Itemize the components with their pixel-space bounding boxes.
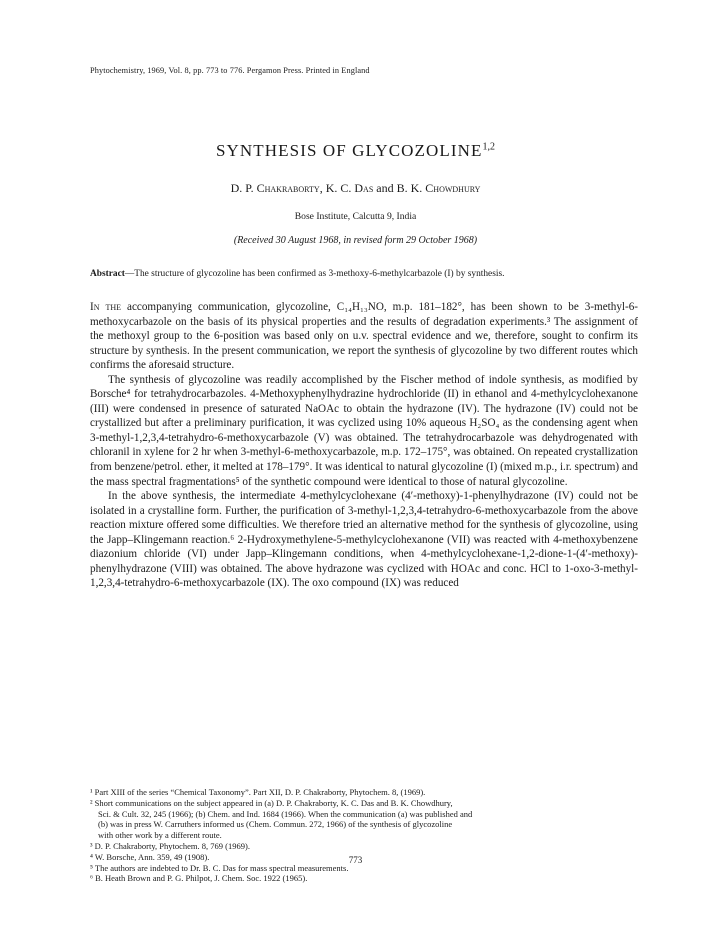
- author-2-surname: Das: [354, 181, 374, 195]
- footnote-3: ³ D. P. Chakraborty, Phytochem. 8, 769 (1969).: [90, 840, 250, 851]
- abstract-text: —The structure of glycozoline has been confirmed as 3-methoxy-6-methylcarbazole (I) by synthesis.: [124, 269, 505, 279]
- footnote-1: ¹ Part XIII of the series “Chemical Taxonomy”. Part XII, D. P. Chakraborty, Phytochem. 8, (1969).: [90, 787, 426, 797]
- abstract: [90, 269, 640, 279]
- footnote-4: ⁴ W. Borsche, Ann. 359, 49 (1908).: [90, 851, 210, 862]
- title-footnote-ref: 1,2: [482, 141, 495, 153]
- paragraph-lead: In the: [90, 301, 122, 313]
- title-text: SYNTHESIS OF GLYCOZOLINE: [216, 141, 483, 160]
- footnote-2: ² Short communications on the subject appeared in (a) D. P. Chakraborty, K. C. Das and B. K. Chowdhury,: [90, 797, 453, 808]
- paragraph-text: accompanying communication, glycozoline, C₁₄H₁₃NO, m.p. 181–182°, has been shown to be 3-methyl-6-methoxycarbazole on the basis of its physical properties and the results of degradation experiments.³ The assignment of the methoxyl group to the 6-position was based only on u.v. spectral evidence and we, therefore, sought to confirm its structure by synthesis. In the present communication, we report the synthesis of glycozoline by two different routes which confirms the aforesaid structure.: [90, 301, 638, 372]
- paragraph-1: [90, 300, 638, 373]
- journal-header: Phytochemistry, 1969, Vol. 8, pp. 773 to 776. Pergamon Press. Printed in England: [90, 66, 370, 75]
- footnote-5: ⁵ The authors are indebted to Dr. B. C. Das for mass spectral measurements.: [90, 862, 349, 873]
- author-separator: , K. C.: [319, 181, 355, 195]
- footnotes: [90, 787, 638, 884]
- author-1-initials: D. P.: [230, 181, 257, 195]
- paper-title: [0, 141, 711, 161]
- footnote-2-continued: with other work by a different route.: [98, 830, 222, 841]
- author-3-surname: Chowdhury: [425, 181, 481, 195]
- received-dates: (Received 30 August 1968, in revised form 29 October 1968): [233, 235, 478, 246]
- author-1-surname: Chakraborty: [256, 181, 320, 195]
- abstract-label: Abstract: [90, 269, 125, 279]
- page-number: 773: [348, 855, 363, 865]
- paragraph-2: The synthesis of glycozoline was readily accomplished by the Fischer method of indole synthesis, as modified by Borsche⁴ for tetrahydrocarbazoles. 4-Methoxyphenylhydrazine hydrochloride (II) in ethanol and 4-methylcyclohexanone (III) were condensed in presence of saturated NaOAc to obtain the hydrazone (IV). The hydrazone (IV) could not be crystallized but after a preliminary purification, it was cyclized using 10% aqueous H₂SO₄ as the condensing agent when 3-methyl-1,2,3,4-tetrahydro-6-methoxycarbazole (V) was obtained. The tetrahydrocarbazole was dehydrogenated with chloranil in xylene for 2 hr when 3-methyl-6-methoxycarbazole, m.p. 172–175°, was obtained. On repeated crystallization from benzene/petrol. ether, it melted at 178–179°. It was identical to natural glycozoline (I) (mixed m.p., i.r. spectrum) and the mass spectral fragmentations⁵ of the synthetic compound were identical to those of natural glycozoline.: [90, 373, 638, 488]
- footnote-6: ⁶ B. Heath Brown and P. G. Philpot, J. Chem. Soc. 1922 (1965).: [90, 873, 308, 884]
- footnote-2-continued: Sci. & Cult. 32, 245 (1966); (b) Chem. and Ind. 1684 (1966). When the communication (a) was published and: [98, 808, 473, 819]
- author-separator: and B. K.: [373, 181, 426, 195]
- body-text: [90, 300, 638, 591]
- author-list: [0, 181, 711, 196]
- paragraph-3: In the above synthesis, the intermediate 4-methylcyclohexane (4′-methoxy)-1-phenylhydrazone (IV) could not be isolated in a crystalline form. Further, the purification of 3-methyl-1,2,3,4-tetrahydro-6-methoxycarbazole from the above reaction mixture offered some difficulties. We therefore tried an alternative method for the synthesis of glycozoline, using the Japp–Klingemann reaction.⁶ 2-Hydroxymethylene-5-methylcyclohexanone (VII) was reacted with 4-methoxybenzene diazonium chloride (VI) under Japp–Klingemann conditions, when 4-methylcyclohexane-1,2-dione-1-(4′-methoxy)-phenylhydrazone (VIII) was obtained. The above hydrazone was cyclized with HOAc and conc. HCl to 1-oxo-3-methyl-1,2,3,4-tetrahydro-6-methoxycarbazole (IX). The oxo compound (IX) was reduced: [90, 490, 638, 590]
- affiliation: Bose Institute, Calcutta 9, India: [294, 211, 417, 222]
- footnote-2-continued: (b) was in press W. Carruthers informed us (Chem. Commun. 272, 1966) of the synthesis of glycozoline: [98, 819, 453, 830]
